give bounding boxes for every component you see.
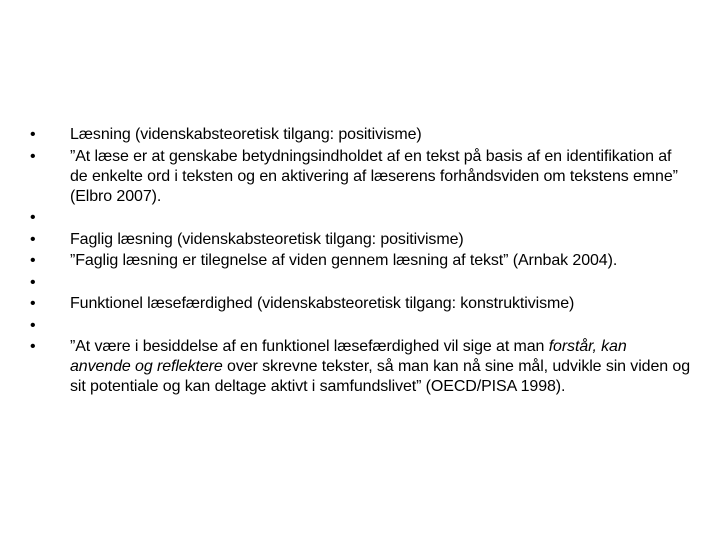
bullet-item <box>30 125 690 145</box>
bullet-marker: • <box>30 295 36 312</box>
bullet-item <box>30 208 690 228</box>
bullet-text <box>70 294 690 314</box>
bullet-marker: • <box>30 252 36 269</box>
bullet-text <box>70 251 690 271</box>
bullet-text-segment: over skrevne tekster, så man kan nå sine mål, udvikle sin viden og sit potentiale og kan deltage aktivt i samfundslivet” (OECD/PISA 1998). <box>70 358 691 395</box>
bullet-marker: • <box>30 316 36 334</box>
bullet-marker: • <box>30 209 36 226</box>
bullet-text-emphasis: forstår, kan anvende og reflektere <box>70 338 627 375</box>
bullet-text <box>70 147 690 207</box>
bullet-text-segment: ”At være i besiddelse af en funktionel læsefærdighed vil sige at man <box>70 338 549 355</box>
bullet-item <box>30 337 690 397</box>
bullet-item <box>30 294 690 314</box>
bullet-text-segment: Funktionel læsefærdighed (videnskabsteoretisk tilgang: konstruktivisme) <box>70 295 575 312</box>
bullet-marker: • <box>30 230 36 248</box>
bullet-text <box>70 337 690 397</box>
bullet-text-segment: Faglig læsning (videnskabsteoretisk tilgang: positivisme) <box>70 230 464 248</box>
bullet-text-segment: ”Faglig læsning er tilegnelse af viden gennem læsning af tekst” (Arnbak 2004). <box>70 252 618 269</box>
bullet-list <box>30 125 690 399</box>
bullet-text <box>70 230 690 250</box>
bullet-marker: • <box>30 273 36 291</box>
bullet-item <box>30 230 690 250</box>
bullet-marker: • <box>30 338 36 355</box>
bullet-item <box>30 316 690 336</box>
bullet-item <box>30 273 690 293</box>
bullet-marker: • <box>30 147 36 165</box>
bullet-item <box>30 251 690 271</box>
bullet-marker: • <box>30 126 36 143</box>
bullet-item <box>30 147 690 207</box>
bullet-text-segment: ”At læse er at genskabe betydningsindholdet af en tekst på basis af en identifikation af de enkelte ord i teksten og en aktivering af læserens forhåndsviden om tekstens emne” (Elbro 2007). <box>70 147 678 205</box>
bullet-text-segment: Læsning (videnskabsteoretisk tilgang: positivisme) <box>70 126 422 143</box>
bullet-text <box>70 125 690 145</box>
